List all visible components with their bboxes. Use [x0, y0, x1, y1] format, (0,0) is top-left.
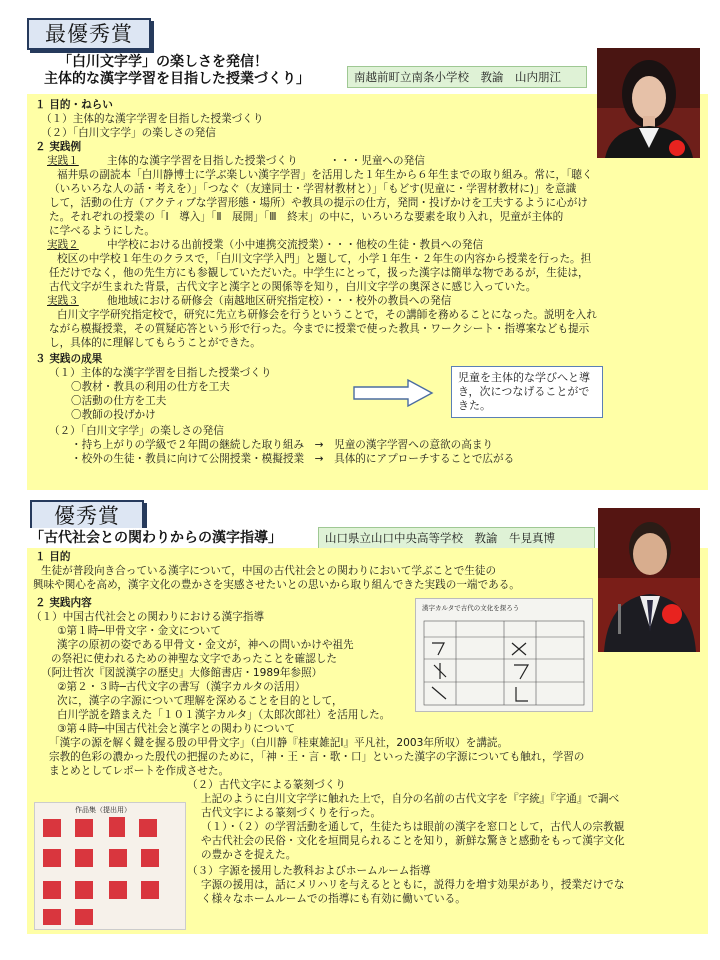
- text-line: 宗教的色彩の濃かった殷代の把握のために，「神・王・言・歌・口」といった漢字の字源についても触れ，学習の: [49, 751, 585, 763]
- text-line: （１）主体的な漢字学習を目指した授業づくり: [41, 113, 264, 125]
- award-title: [30, 528, 316, 546]
- award-badge-text: 最優秀賞: [45, 22, 133, 46]
- text-line: ・持ち上がりの学級で２年間の継続した取り組み → 児童の漢字学習への意欲の高まり: [71, 439, 494, 451]
- text-line: （１）・（２）の学習活動を通して，生徒たちは眼前の漢字を窓口として，古代人の宗教観: [201, 821, 625, 833]
- author-label: [318, 527, 595, 549]
- text-line: 任だけでなく，他の先生方にも参観していただいた。中学生にとって，扱った漢字は簡単な物であるが，生徒は，: [49, 267, 589, 279]
- text-line: 白川文字学研究指定校で，研究に先立ち研修会を行うということで，その講師を務めることになった。説明を入れ: [57, 309, 597, 321]
- worksheet-title: 漢字カルタで古代の文化を探ろう: [422, 604, 520, 612]
- text-line: の祭祀に使われるための神聖な文字であったことを確認した: [51, 653, 337, 665]
- teacher-photo-2: [598, 508, 700, 652]
- text-line: ２ 実践内容: [35, 597, 92, 609]
- text-line: 〇教師の投げかけ: [71, 409, 156, 421]
- text-line: く様々なホームルームでの指導にも有効に働いている。: [201, 893, 466, 905]
- seal-stamps: [35, 803, 185, 929]
- text-line: 「漢字の源を解く鍵を握る殷の甲骨文字」（白川静『桂東雑記Ⅰ』平凡社，2003年所収）を講読。: [49, 737, 509, 749]
- microphone-icon: [618, 604, 621, 634]
- text-line: （２）「白川文字学」の楽しさの発信: [49, 425, 224, 437]
- text-line: 福井県の副読本「白川静博士に学ぶ楽しい漢字学習」を活用した１年生から６年生までの取り組み。常に，「聴く: [57, 169, 593, 181]
- text-line: （阿辻哲次『図説漢字の歴史』大修館書店・1989年参照）: [41, 667, 323, 679]
- award-badge-top: [27, 18, 151, 50]
- text-line: 漢字の原初の姿である甲骨文・金文が，神への問いかけや祖先: [57, 639, 354, 651]
- text-line: 主体的な漢字学習を目指した授業づくり ・・・児童への発信: [107, 155, 425, 167]
- text-line: （いろいろな人の話・考えを）」「つなぐ（友達同士・学習材教材と）」「もどす(児童に・学習材教材に)」を意識: [49, 183, 577, 195]
- text-line: の豊かさを捉えた。: [201, 849, 297, 861]
- award-title: [40, 54, 344, 94]
- result-box-text: 児童を主体的な学びへと導き，次につなげることができた。: [458, 371, 590, 412]
- text-line: ②第２・３時─古代文字の書写（漢字カルタの活用）: [57, 681, 306, 693]
- text-line: （１）中国古代社会との関わりにおける漢字指導: [31, 611, 265, 623]
- author-text: 山口県立山口中央高等学校 教諭 牛見真博: [325, 531, 555, 545]
- text-line: 〇活動の仕方を工夫: [71, 395, 167, 407]
- ribbon-icon: [669, 140, 685, 156]
- text-line: た。それぞれの授業の「Ⅰ 導入」「Ⅱ 展開」「Ⅲ 終末」の中に，いろいろな要素を取り入れ，児童が主体的: [49, 211, 564, 223]
- text-line: （２）古代文字による篆刻づくり: [187, 779, 346, 791]
- text-line: 中学校における出前授業（小中連携交流授業）・・・他校の生徒・教員への発信: [107, 239, 484, 251]
- text-line: 校区の中学校１年生のクラスで，「白川文字学入門」と題して，小学１年生・２年生の内容から授業を行った。担: [57, 253, 592, 265]
- ribbon-icon: [662, 604, 682, 624]
- text-line: （３）字源を援用した教科およびホームルーム指導: [187, 865, 431, 877]
- text-line: 実践２: [47, 239, 79, 251]
- text-line: に学べるようにした。: [49, 225, 155, 237]
- award-title-line2: 主体的な漢字学習を目指した授業づくり」: [44, 71, 310, 87]
- text-line: １ 目的: [35, 551, 71, 563]
- text-line: （１）主体的な漢字学習を目指した授業づくり: [49, 367, 272, 379]
- text-line: 他地域における研修会（南越地区研究指定校）・・・校外の教員への発信: [107, 295, 452, 307]
- text-line: ながら模擬授業，その質疑応答という形で行った。今までに授業で使った教具・ワークシート・指導案なども提示: [49, 323, 590, 335]
- works-label: 作品集（提出用）: [75, 806, 131, 814]
- text-line: や古代社会の民俗・文化を垣間見られることを知り，新鮮な驚きと感動をもって漢字文化: [201, 835, 625, 847]
- text-line: 上記のように白川文字学に触れた上で，自分の名前の古代文字を『字統』『字通』で調べ: [201, 793, 620, 805]
- seal-works-image: [34, 802, 186, 930]
- result-box: [451, 366, 603, 418]
- text-line: 実践１: [47, 155, 79, 167]
- worksheet-image: [415, 598, 593, 712]
- text-line: 興味や関心を高め，漢字文化の豊かさを実感させたいとの思いから取り組んできた実践の一端である。: [33, 579, 520, 591]
- award-title-text: 「古代社会との関わりからの漢字指導」: [30, 530, 282, 546]
- text-line: 次に，漢字の字源について理解を深めることを目的として，: [57, 695, 343, 707]
- arrow-right-icon: [352, 378, 434, 408]
- text-line: し，具体的に理解してもらうことができた。: [49, 337, 261, 349]
- author-text: 南越前町立南条小学校 教諭 山内朋江: [354, 70, 561, 84]
- text-line: ・校外の生徒・教員に向けて公開授業・模擬授業 → 具体的にアプローチすることで広がる: [71, 453, 515, 465]
- text-line: ２ 実践例: [35, 141, 82, 153]
- text-line: 〇教材・教具の利用の仕方を工夫: [71, 381, 230, 393]
- text-line: １ 目的・ねらい: [35, 99, 113, 111]
- worksheet-grid: [416, 599, 592, 711]
- text-line: 字源の援用は，話にメリハリを与えるとともに，説得力を増す効果があり，授業だけでな: [201, 879, 625, 891]
- award-title-line1: 「白川文字学」の楽しさを発信！: [58, 54, 268, 70]
- teacher-photo-1: [597, 48, 700, 158]
- award-badge-text: 優秀賞: [54, 504, 120, 528]
- text-line: （２）「白川文字学」の楽しさの発信: [41, 127, 216, 139]
- text-line: ①第１時─甲骨文字・金文について: [57, 625, 221, 637]
- text-line: まとめとしてレポートを作成させた。: [49, 765, 230, 777]
- text-line: 実践３: [47, 295, 79, 307]
- text-line: ３ 実践の成果: [35, 353, 103, 365]
- text-line: ③第４時─中国古代社会と漢字との関わりについて: [57, 723, 296, 735]
- author-label: [347, 66, 587, 88]
- text-line: 古代文字が生まれた背景，古代文字と漢字との関係等を知り，白川文字学の奥深さに感じ入っていた。: [49, 281, 537, 293]
- text-line: 生徒が普段向き合っている漢字について，中国の古代社会との関わりにおいて学ぶことで生徒の: [41, 565, 497, 577]
- text-line: 古代文字による篆刻づくりを行った。: [201, 807, 382, 819]
- text-line: 白川学説を踏まえた「１０１漢字カルタ」（太郎次郎社）を活用した。: [57, 709, 391, 721]
- text-line: して，活動の仕方（アクティブな学習形態・場所）や教具の提示の仕方，発問・投げかけを工夫するように心がけ: [49, 197, 588, 209]
